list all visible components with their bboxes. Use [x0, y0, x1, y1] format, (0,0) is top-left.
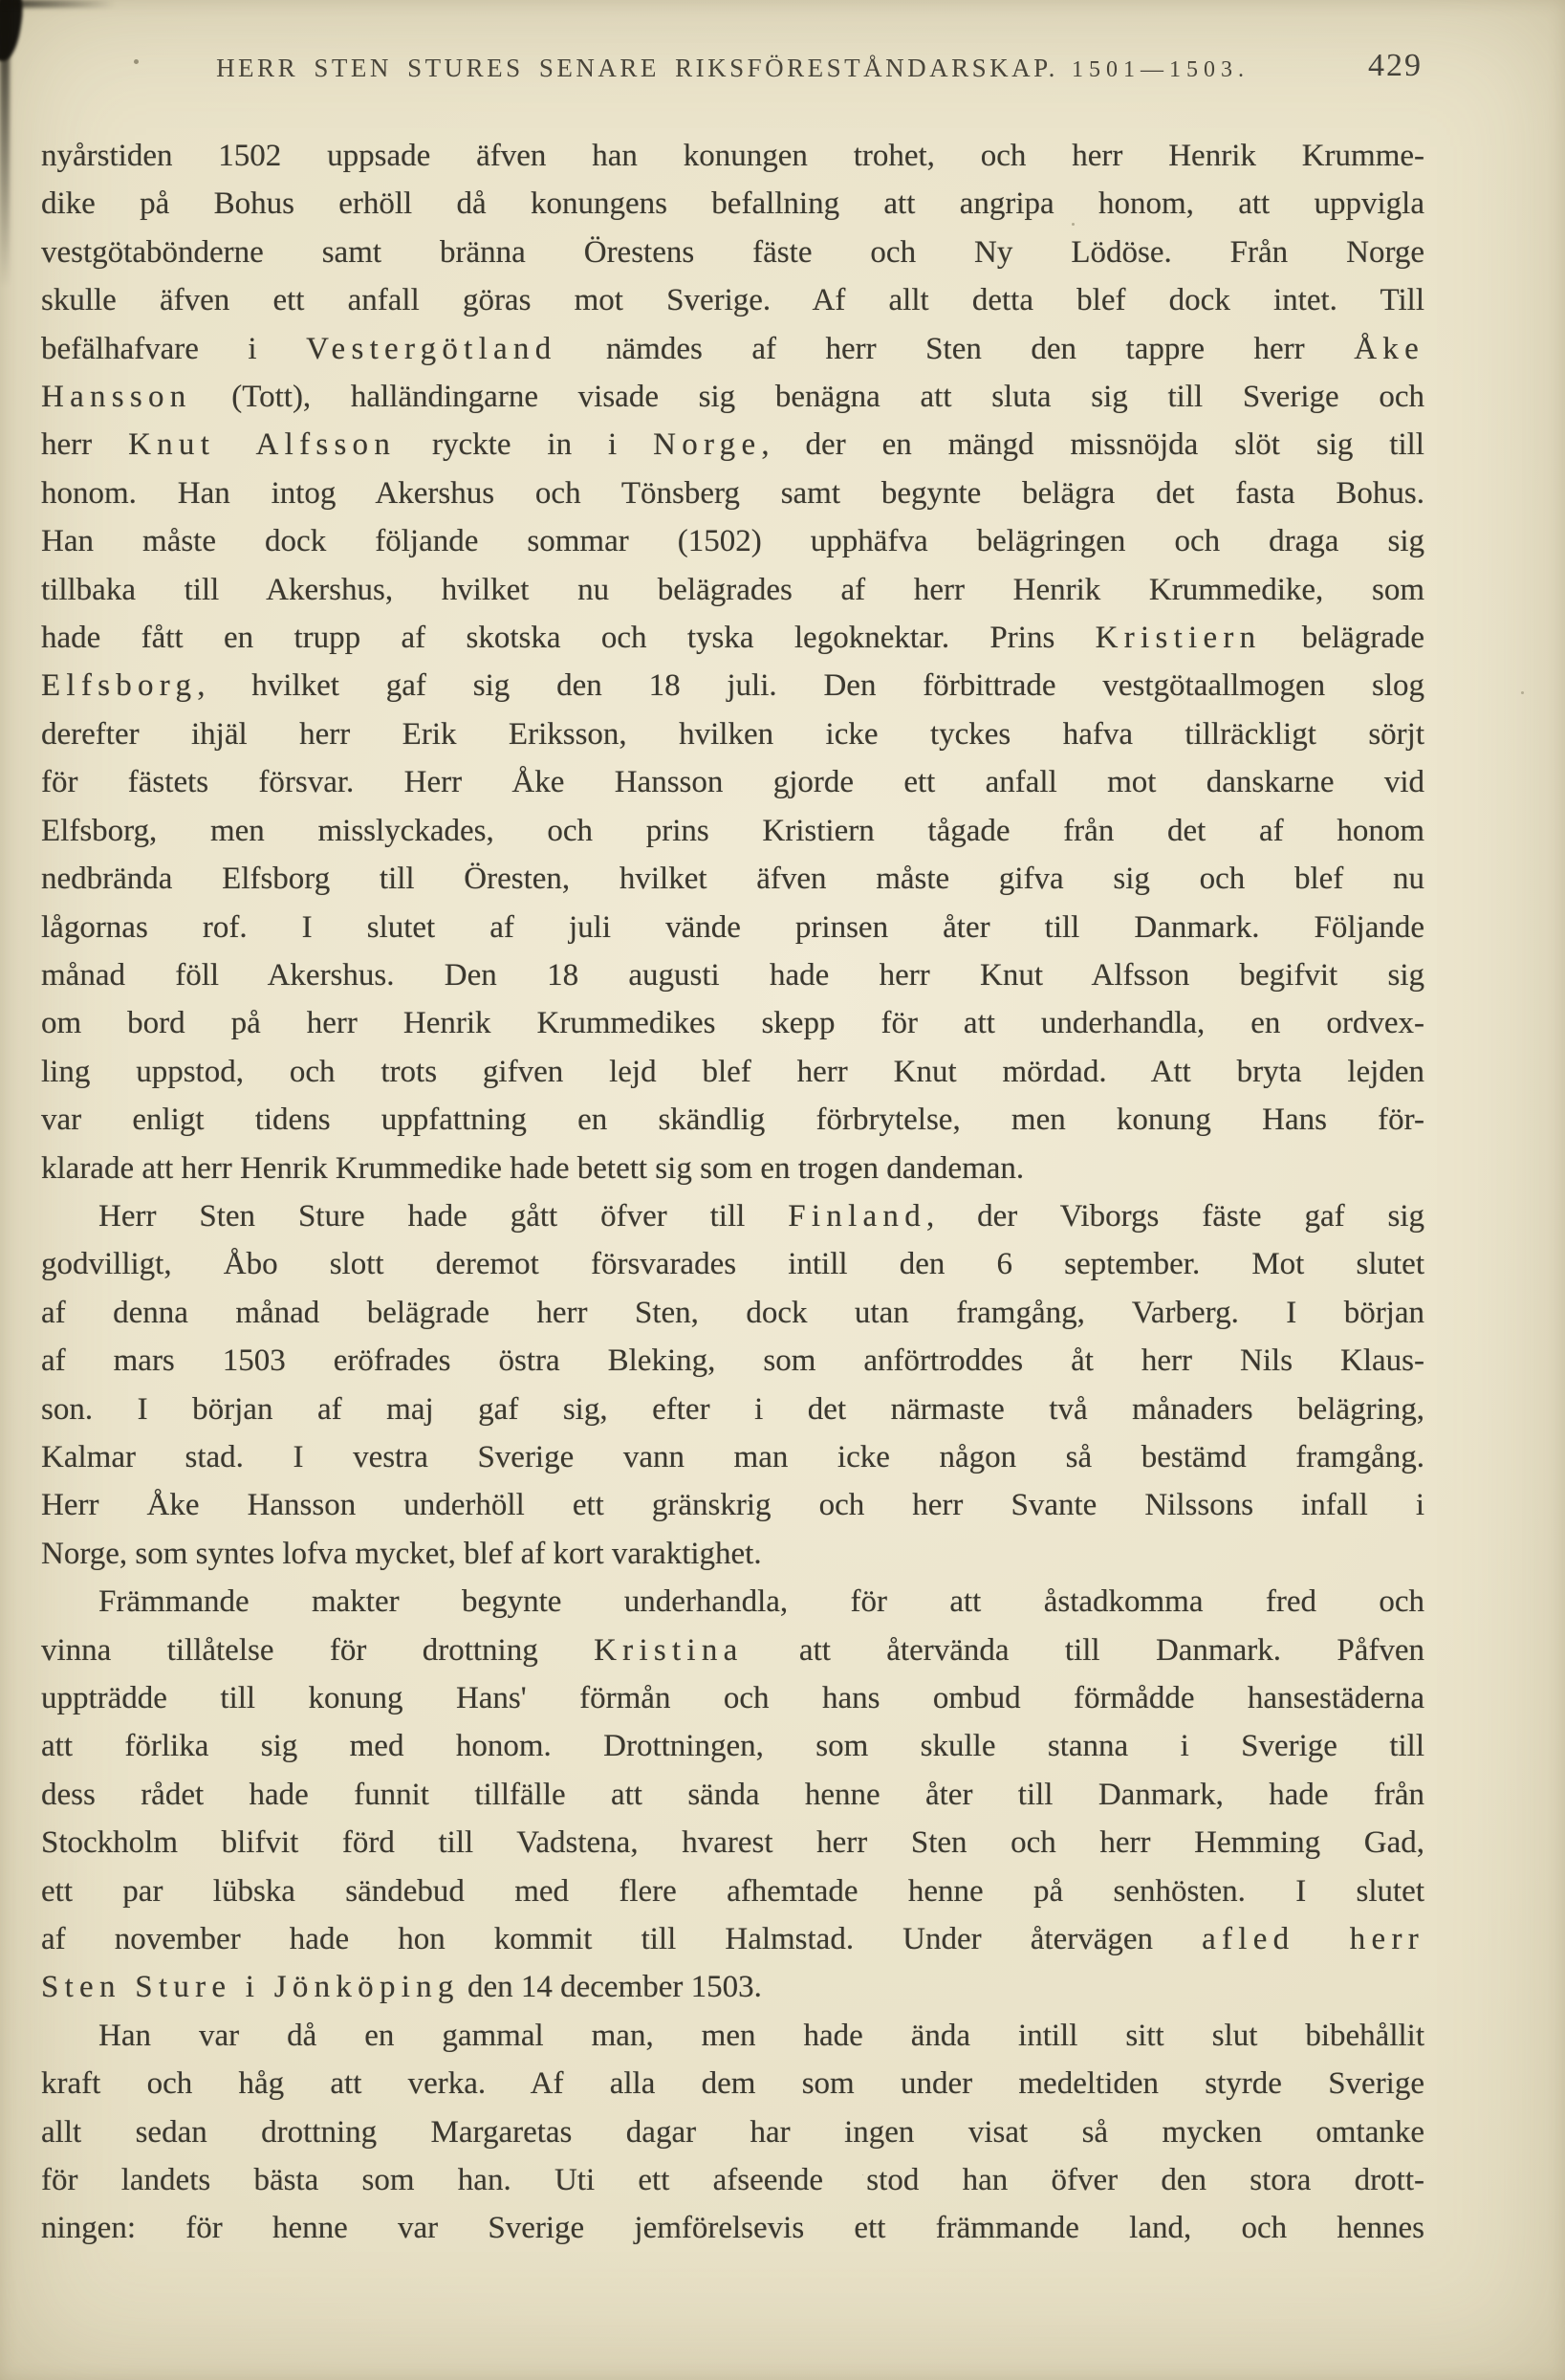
emphasized-name: Hansson: [41, 380, 192, 415]
running-title-years: 1501—1503.: [1071, 57, 1250, 82]
text-line: Hansson (Tott), halländingarne visade sig benägna att sluta sig till Sverige och: [41, 380, 1424, 415]
paragraph: [41, 132, 1424, 1192]
text-line: dess rådet hade funnit tillfälle att sända henne åter till Danmark, hade från: [41, 1777, 1424, 1812]
text-line: månad föll Akershus. Den 18 augusti hade herr Knut Alfsson begifvit sig: [41, 957, 1424, 993]
text-line: hade fått en trupp af skotska och tyska legoknektar. Prins Kristiern belägrade: [41, 621, 1425, 656]
text-line: herr Knut Alfsson ryckte in i Norge, der en mängd missnöjda slöt sig till: [41, 427, 1424, 463]
page-header: [41, 48, 1424, 96]
text-line: Kalmar stad. I vestra Sverige vann man icke någon så bestämd framgång.: [41, 1439, 1424, 1474]
text-line: vestgötabönderne samt bränna Örestens fäste och Ny Lödöse. Från Norge: [41, 234, 1424, 270]
scan-top-shadow: [0, 0, 115, 8]
text-line: derefter ihjäl herr Erik Eriksson, hvilken icke tyckes hafva tillräckligt sörjt: [41, 716, 1424, 752]
text-line: nyårstiden 1502 uppsade äfven han konungen trohet, och herr Henrik Krumme-: [41, 139, 1424, 173]
text-line: ett par lübska sändebud med flere afhemtade henne på senhösten. I slutet: [41, 1873, 1424, 1909]
text-line: var enligt tidens uppfattning en skändlig förbrytelse, men konung Hans för-: [41, 1103, 1424, 1138]
text-line: dike på Bohus erhöll då konungens befallning att angripa honom, att uppvigla: [41, 186, 1424, 222]
scan-edge-shadow: [0, 0, 10, 287]
text-line: ling uppstod, och trots gifven lejd blef herr Knut mördad. Att bryta lejden: [41, 1054, 1424, 1089]
text-line: ningen: för henne var Sverige jemförelsevis ett främmande land, och hennes: [41, 2211, 1424, 2246]
paragraph: [41, 1192, 1424, 1578]
emphasized-name: Knut Alfsson: [128, 427, 397, 463]
paragraph: [41, 1578, 1424, 2012]
text-line: befälhafvare i Vestergötland nämdes af herr Sten den tappre herr Åke: [41, 331, 1424, 366]
text-line: Han var då en gammal man, men hade ända intill sitt slut bibehållit: [98, 2018, 1424, 2053]
running-title-text: HERR STEN STURES SENARE RIKSFÖRESTÅNDARSKAP.: [216, 54, 1058, 82]
text-line: Han måste dock följande sommar (1502) upphäfva belägringen och draga sig: [41, 524, 1424, 559]
text-line: kraft och håg att verka. Af alla dem som under medeltiden styrde Sverige: [41, 2066, 1424, 2102]
text-line: vinna tillåtelse för drottning Kristina att återvända till Danmark. Påfven: [41, 1632, 1424, 1668]
running-title: [41, 54, 1424, 83]
text-line: af denna månad belägrade herr Sten, dock utan framgång, Varberg. I början: [41, 1295, 1424, 1330]
emphasized-name: Åke: [1354, 331, 1424, 366]
text-line: att förlika sig med honom. Drottningen, som skulle stanna i Sverige till: [41, 1729, 1424, 1764]
text-line: nedbrända Elfsborg till Öresten, hvilket äfven måste gifva sig och blef nu: [41, 862, 1424, 897]
text-line: Elfsborg, hvilket gaf sig den 18 juli. Den förbittrade vestgötaallmogen slog: [41, 668, 1424, 704]
emphasized-name: Kristina: [594, 1632, 744, 1668]
text-line: Främmande makter begynte underhandla, för att åstadkomma fred och: [98, 1584, 1424, 1620]
emphasized-name: Norge: [653, 427, 762, 463]
text-line: af mars 1503 eröfrades östra Bleking, som anförtroddes åt herr Nils Klaus-: [41, 1343, 1424, 1379]
text-line: son. I början af maj gaf sig, efter i det närmaste två månaders belägring,: [41, 1391, 1424, 1427]
text-line: Sten Sture i Jönköping den 14 december 1503.: [41, 1970, 762, 2005]
text-line: Herr Sten Sture hade gått öfver till Finland, der Viborgs fäste gaf sig: [98, 1198, 1424, 1234]
text-line: skulle äfven ett anfall göras mot Sverige. Af allt detta blef dock intet. Till: [41, 283, 1424, 318]
page-body: [41, 132, 1424, 2253]
text-line: Norge, som syntes lofva mycket, blef af kort varaktighet.: [41, 1536, 762, 1571]
text-line: tillbaka till Akershus, hvilket nu belägrades af herr Henrik Krummedike, som: [41, 572, 1424, 607]
emphasized-name: Kristiern: [1095, 621, 1262, 656]
text-line: lågornas rof. I slutet af juli vände prinsen åter till Danmark. Följande: [41, 909, 1424, 945]
emphasized-name: Finland: [788, 1198, 926, 1234]
text-line: allt sedan drottning Margaretas dagar har ingen visat så mycken omtanke: [41, 2114, 1424, 2150]
text-line: för fästets försvar. Herr Åke Hansson gjorde ett anfall mot danskarne vid: [41, 765, 1424, 800]
text-line: uppträdde till konung Hans' förmån och hans ombud förmådde hansestäderna: [41, 1681, 1424, 1715]
text-line: af november hade hon kommit till Halmstad. Under återvägen afled herr: [41, 1922, 1424, 1957]
page-number: 429: [1368, 48, 1423, 83]
emphasized-name: afled herr: [1202, 1922, 1424, 1957]
emphasized-name: Vestergötland: [306, 331, 557, 366]
emphasized-name: Sten Sture i Jönköping: [41, 1970, 460, 2005]
text-line: om bord på herr Henrik Krummedikes skepp för att underhandla, en ordvex-: [41, 1006, 1424, 1041]
text-line: Herr Åke Hansson underhöll ett gränskrig och herr Svante Nilssons infall i: [41, 1488, 1424, 1523]
text-line: Elfsborg, men misslyckades, och prins Kristiern tågade från det af honom: [41, 813, 1424, 848]
text-line: klarade att herr Henrik Krummedike hade betett sig som en trogen dandeman.: [41, 1150, 1025, 1186]
emphasized-name: Elfsborg: [41, 668, 198, 704]
text-line: Stockholm blifvit förd till Vadstena, hvarest herr Sten och herr Hemming Gad,: [41, 1825, 1424, 1861]
text-line: honom. Han intog Akershus och Tönsberg samt begynte belägra det fasta Bohus.: [41, 475, 1424, 511]
text-line: för landets bästa som han. Uti ett afseende stod han öfver den stora drott-: [41, 2163, 1424, 2198]
paragraph: [41, 2012, 1424, 2253]
text-line: godvilligt, Åbo slott deremot försvarades intill den 6 september. Mot slutet: [41, 1247, 1424, 1282]
